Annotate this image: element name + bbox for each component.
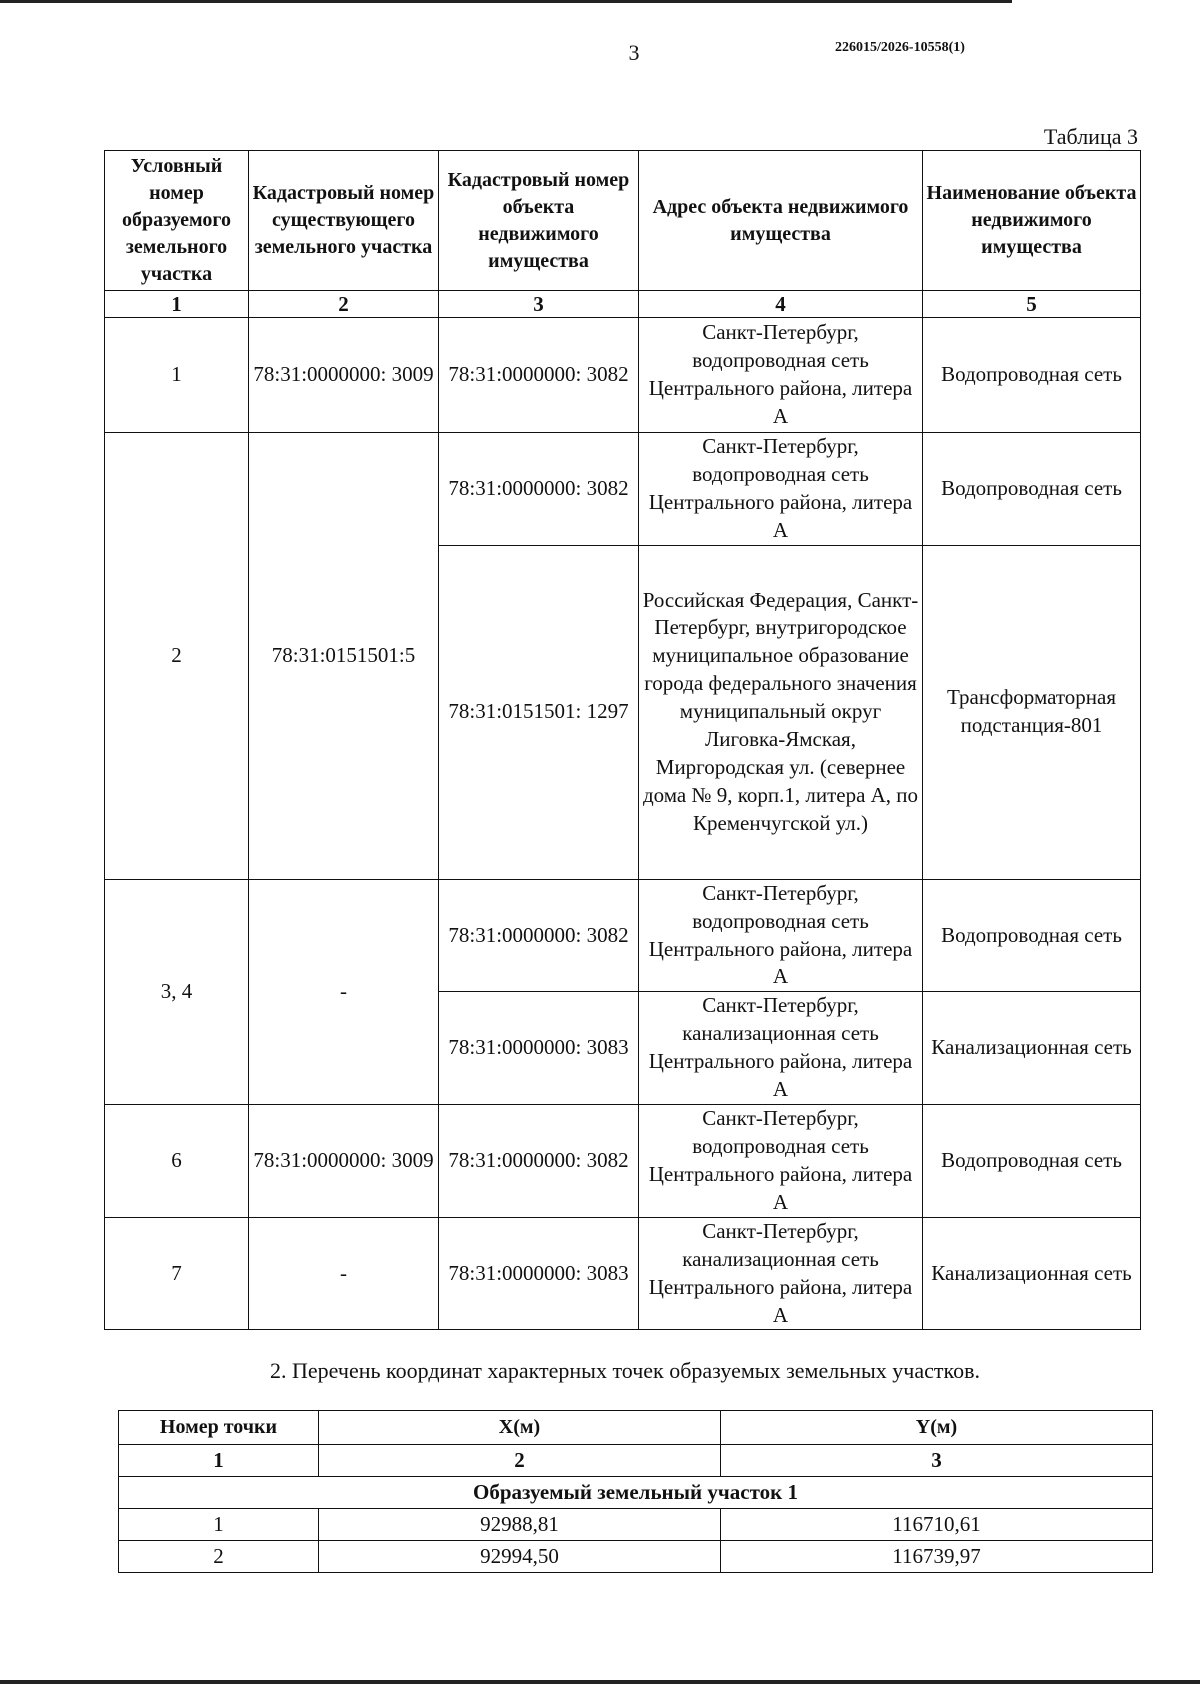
- object-name: Канализационная сеть: [923, 992, 1141, 1105]
- col-number: 4: [639, 291, 923, 318]
- page-top-border: [0, 0, 1012, 3]
- object-name: Водопроводная сеть: [923, 433, 1141, 546]
- point-number: 2: [119, 1541, 319, 1573]
- plot-number: 2: [105, 433, 249, 880]
- object-name: Водопроводная сеть: [923, 879, 1141, 992]
- table-row: [105, 1217, 1141, 1330]
- object-address: Санкт-Петербург, водопроводная сеть Центрального района, литера А: [639, 318, 923, 433]
- header-x: X(м): [319, 1411, 721, 1445]
- object-address: Санкт-Петербург, канализационная сеть Центрального района, литера А: [639, 1217, 923, 1330]
- table-row: [105, 879, 1141, 992]
- object-address: Санкт-Петербург, водопроводная сеть Центрального района, литера А: [639, 1105, 923, 1218]
- coords-header-row: [119, 1411, 1153, 1445]
- col-number: 3: [439, 291, 639, 318]
- plot-number: 3, 4: [105, 879, 249, 1104]
- existing-cadastral: -: [249, 1217, 439, 1330]
- object-name: Водопроводная сеть: [923, 1105, 1141, 1218]
- table-row: [119, 1509, 1153, 1541]
- header-address: Адрес объекта недвижимого имущества: [639, 151, 923, 291]
- header-plot-number: Условный номер образуемого земельного участка: [105, 151, 249, 291]
- table-row: [119, 1541, 1153, 1573]
- col-number: 5: [923, 291, 1141, 318]
- coordinates-table: [118, 1410, 1153, 1573]
- object-cadastral: 78:31:0000000: 3083: [439, 992, 639, 1105]
- header-y: Y(м): [721, 1411, 1153, 1445]
- header-object-cadastral: Кадастровый номер объекта недвижимого имущества: [439, 151, 639, 291]
- page-bottom-border: [0, 1680, 1200, 1684]
- existing-cadastral: 78:31:0000000: 3009: [249, 318, 439, 433]
- existing-cadastral: 78:31:0000000: 3009: [249, 1105, 439, 1218]
- object-cadastral: 78:31:0151501: 1297: [439, 545, 639, 879]
- col-number: 1: [105, 291, 249, 318]
- table-row: [105, 318, 1141, 433]
- col-number: 1: [119, 1445, 319, 1477]
- plot-number: 1: [105, 318, 249, 433]
- existing-cadastral: -: [249, 879, 439, 1104]
- header-object-name: Наименование объекта недвижимого имущества: [923, 151, 1141, 291]
- plot-number: 7: [105, 1217, 249, 1330]
- col-number: 2: [249, 291, 439, 318]
- object-name: Трансформаторная подстанция-801: [923, 545, 1141, 879]
- object-cadastral: 78:31:0000000: 3083: [439, 1217, 639, 1330]
- object-address: Санкт-Петербург, водопроводная сеть Центрального района, литера А: [639, 433, 923, 546]
- column-number-row: [105, 291, 1141, 318]
- y-coordinate: 116710,61: [721, 1509, 1153, 1541]
- col-number: 3: [721, 1445, 1153, 1477]
- object-name: Водопроводная сеть: [923, 318, 1141, 433]
- table-row: [105, 1105, 1141, 1218]
- col-number: 2: [319, 1445, 721, 1477]
- header-existing-cadastral: Кадастровый номер существующего земельного участка: [249, 151, 439, 291]
- coords-subheader-row: [119, 1477, 1153, 1509]
- object-cadastral: 78:31:0000000: 3082: [439, 879, 639, 992]
- object-address: Санкт-Петербург, водопроводная сеть Центрального района, литера А: [639, 879, 923, 992]
- header-point-number: Номер точки: [119, 1411, 319, 1445]
- plot-number: 6: [105, 1105, 249, 1218]
- table-caption: Таблица 3: [1043, 124, 1138, 149]
- objects-table: [104, 150, 1141, 1330]
- y-coordinate: 116739,97: [721, 1541, 1153, 1573]
- table-row: [105, 433, 1141, 546]
- section-2-heading: 2. Перечень координат характерных точек образуемых земельных участков.: [270, 1358, 980, 1383]
- object-name: Канализационная сеть: [923, 1217, 1141, 1330]
- object-address: Российская Федерация, Санкт-Петербург, внутригородское муниципальное образование города федерального значения муниципальный округ Лиговка-Ямская, Миргородская ул. (севернее дома № 9, корп.1, литера А, по Кременчугской ул.): [639, 545, 923, 879]
- object-cadastral: 78:31:0000000: 3082: [439, 433, 639, 546]
- x-coordinate: 92988,81: [319, 1509, 721, 1541]
- object-address: Санкт-Петербург, канализационная сеть Центрального района, литера А: [639, 992, 923, 1105]
- object-cadastral: 78:31:0000000: 3082: [439, 1105, 639, 1218]
- document-id: 226015/2026-10558(1): [835, 40, 965, 55]
- coords-column-number-row: [119, 1445, 1153, 1477]
- x-coordinate: 92994,50: [319, 1541, 721, 1573]
- table-header-row: [105, 151, 1141, 291]
- plot-subheader: Образуемый земельный участок 1: [119, 1477, 1153, 1509]
- object-cadastral: 78:31:0000000: 3082: [439, 318, 639, 433]
- page-number: 3: [628, 40, 640, 65]
- existing-cadastral: 78:31:0151501:5: [249, 433, 439, 880]
- point-number: 1: [119, 1509, 319, 1541]
